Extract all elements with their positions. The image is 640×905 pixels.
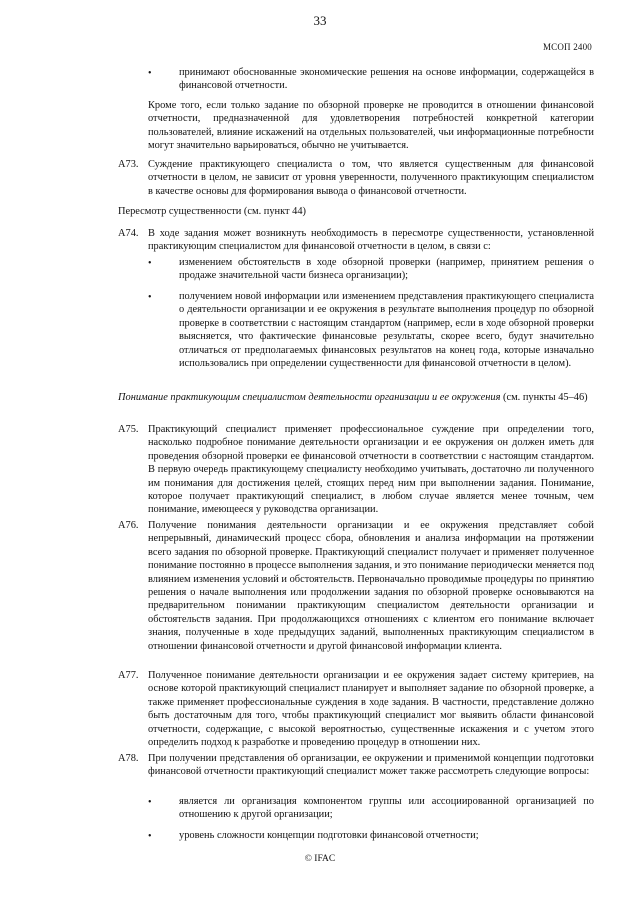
paragraph-a73: Суждение практикующего специалиста о том, что является существенным для финансовой отчетности в целом, не зависит от уровня уверенности, полученного практикующим специалистом в качестве основы для формирования вывода о финансовой отчетности. [148,159,594,197]
bullet-icon: • [148,68,152,79]
section-heading-italic: Понимание практикующим специалистом деятельности организации и ее окружения [118,392,501,403]
bullet-icon: • [148,831,152,842]
paragraph-continuation: Кроме того, если только задание по обзорной проверке не проводится в отношении финансовой отчетности, предназначенной для удовлетворения потребностей конкретной категории пользователей, влияние искажений на отдельных пользователей, чьи информационные потребности могут значительно варьироваться, обычно не учитывается. [148,100,594,152]
document-code: МСОП 2400 [542,42,592,52]
paragraph-label-a76: A76. [118,520,139,531]
section-heading-materiality-revision: Пересмотр существенности (см. пункт 44) [118,206,306,217]
paragraph-label-a77: A77. [118,670,139,681]
page-number: 33 [313,13,327,28]
paragraph-a78: При получении представления об организации, ее окружении и применимой концепции подготовки финансовой отчетности практикующий специалист может также рассмотреть следующие вопросы: [148,753,594,778]
paragraph-label-a75: A75. [118,424,139,435]
paragraph-a74-bullet-2: получением новой информации или изменением представления практикующего специалиста о деятельности организации и ее окружения в результате выполнения процедур по обзорной проверке в соответствии с настоящим стандартом (например, если в ходе обзорной проверки выясняется, что фактические финансовые результаты, скорее всего, будут значительно отличаться от предполагаемых финансовых результатов на конец года, которые изначально использовались при определении существенности для финансовой отчетности в целом). [179,291,594,370]
paragraph-a77: Полученное понимание деятельности организации и ее окружения задает систему критериев, на основе которой практикующий специалист планирует и выполняет задание по обзорной проверке, а также применяет профессиональные суждения в ходе задания. В частности, представление должно быть достаточным для того, чтобы практикующий специалист мог выявить области финансовой отчетности, содержащие, с высокой вероятностью, существенные искажения и с учетом этого определить подход к разработке и проведению процедур в отношении них. [148,670,594,749]
paragraph-label-a74: A74. [118,228,139,239]
section-heading-reference: (см. пункты 45–46) [500,392,588,403]
paragraph-label-a73: A73. [118,159,139,170]
bullet-icon: • [148,292,152,303]
paragraph-a78-bullet-2: уровень сложности концепции подготовки финансовой отчетности; [179,830,479,841]
paragraph-a74-bullet-1: изменением обстоятельств в ходе обзорной проверки (например, принятием решения о продаже значительной части бизнеса организации); [179,257,594,282]
paragraph-a74: В ходе задания может возникнуть необходимость в пересмотре существенности, установленной практикующим специалистом для финансовой отчетности в целом, в связи с: [148,228,594,253]
paragraph-label-a78: A78. [118,753,139,764]
paragraph-bullet-1: принимают обоснованные экономические решения на основе информации, содержащейся в финансовой отчетности. [179,67,594,92]
section-heading-understanding-entity [118,391,594,404]
bullet-icon: • [148,797,152,808]
footer-copyright: © IFAC [304,854,336,864]
bullet-icon: • [148,258,152,269]
paragraph-a75: Практикующий специалист применяет профессиональное суждение при определении того, насколько подробное понимание деятельности организации и ее окружения он должен иметь для проведения обзорной проверки ее финансовой отчетности в соответствии с настоящим стандартом. В первую очередь практикующему специалисту необходимо учитывать, достаточно ли полученного им понимания для достижения целей, стоящих перед ним при выполнении задания. Понимание, которое получает практикующий специалист, в любом случае является менее точным, чем понимание, имеющееся у руководства организации. [148,424,594,516]
paragraph-a78-bullet-1: является ли организация компонентом группы или ассоциированной организацией по отношению к другой организации; [179,796,594,821]
paragraph-a76: Получение понимания деятельности организации и ее окружения представляет собой непрерывный, динамический процесс сбора, обновления и анализа информации на протяжении всего задания по обзорной проверке. Практикующий специалист получает и применяет полученное понимание постоянно в процессе выполнения задания, и это понимание периодически меняется под влиянием изменения условий и обстоятельств. Первоначально проводимые процедуры по принятию решения о начале выполнения или продолжении задания по обзорной проверке основываются на предварительном понимании практикующим специалистом деятельности организации и обстоятельств задания. При продолжающихся отношениях с клиентом его понимание включает знания, полученные в ходе предыдущих заданий, выполненных практикующим специалистом в отношении финансовой отчетности и другой финансовой информации клиента. [148,520,594,652]
